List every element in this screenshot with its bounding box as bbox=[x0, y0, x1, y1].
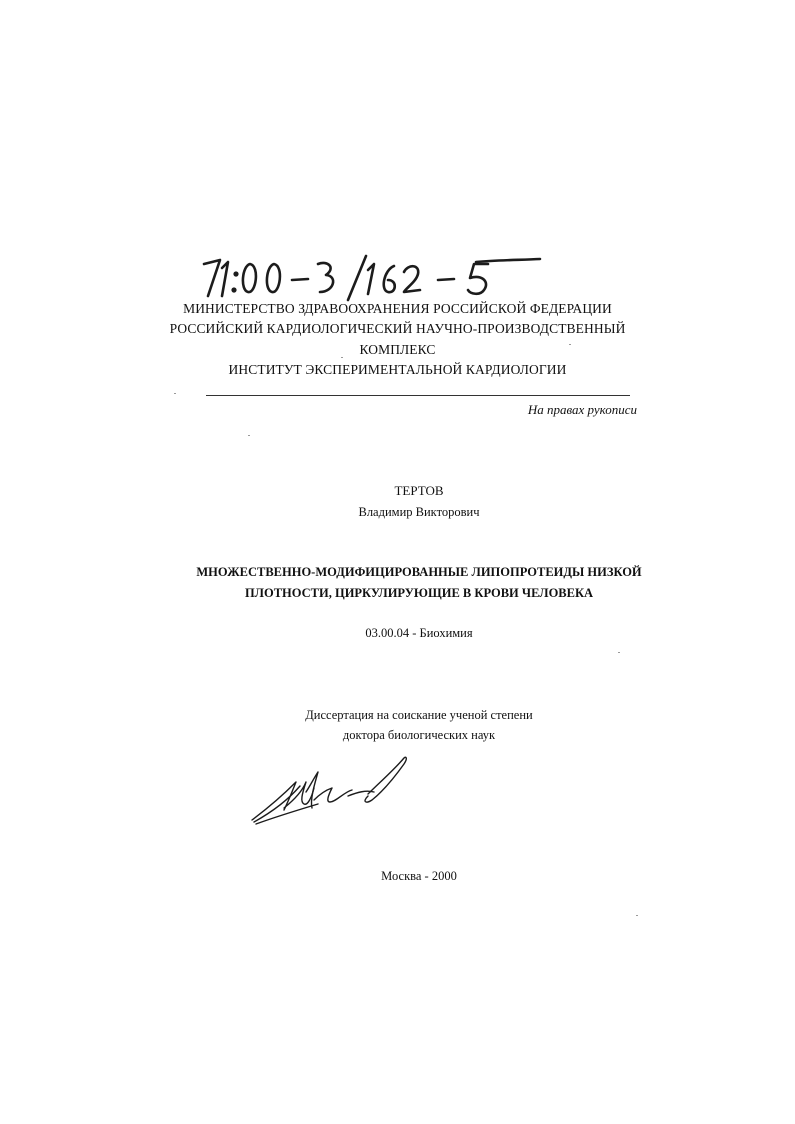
manuscript-note: На правах рукописи bbox=[527, 402, 637, 417]
specialty: 03.00.04 - Биохимия bbox=[365, 626, 473, 640]
scan-speck bbox=[341, 357, 343, 358]
scan-speck bbox=[174, 393, 176, 394]
degree-line-1: Диссертация на соискание ученой степени bbox=[305, 708, 533, 722]
scan-speck bbox=[636, 915, 638, 916]
ministry-line: МИНИСТЕРСТВО ЗДРАВООХРАНЕНИЯ РОССИЙСКОЙ ФЕДЕРАЦИИ bbox=[183, 301, 612, 316]
degree-line-2: доктора биологических наук bbox=[342, 728, 496, 742]
institute-line: ИНСТИТУТ ЭКСПЕРИМЕНТАЛЬНОЙ КАРДИОЛОГИИ bbox=[228, 362, 567, 377]
thesis-title-line-2: ПЛОТНОСТИ, ЦИРКУЛИРУЮЩИЕ В КРОВИ ЧЕЛОВЕКА bbox=[244, 586, 594, 600]
scan-speck bbox=[569, 344, 571, 345]
complex-line: РОССИЙСКИЙ КАРДИОЛОГИЧЕСКИЙ НАУЧНО-ПРОИЗВОДСТВЕННЫЙ bbox=[169, 321, 626, 336]
thesis-title-line-1: МНОЖЕСТВЕННО-МОДИФИЦИРОВАННЫЕ ЛИПОПРОТЕИДЫ НИЗКОЙ bbox=[196, 565, 642, 579]
scan-speck bbox=[618, 652, 620, 653]
header-divider bbox=[206, 395, 630, 396]
signature bbox=[248, 752, 418, 828]
complex-line-2: КОМПЛЕКС bbox=[359, 342, 436, 357]
author-surname: ТЕРТОВ bbox=[394, 483, 444, 498]
place-year: Москва - 2000 bbox=[381, 869, 457, 883]
scan-speck bbox=[248, 435, 250, 436]
author-given-names: Владимир Викторович bbox=[358, 505, 480, 519]
